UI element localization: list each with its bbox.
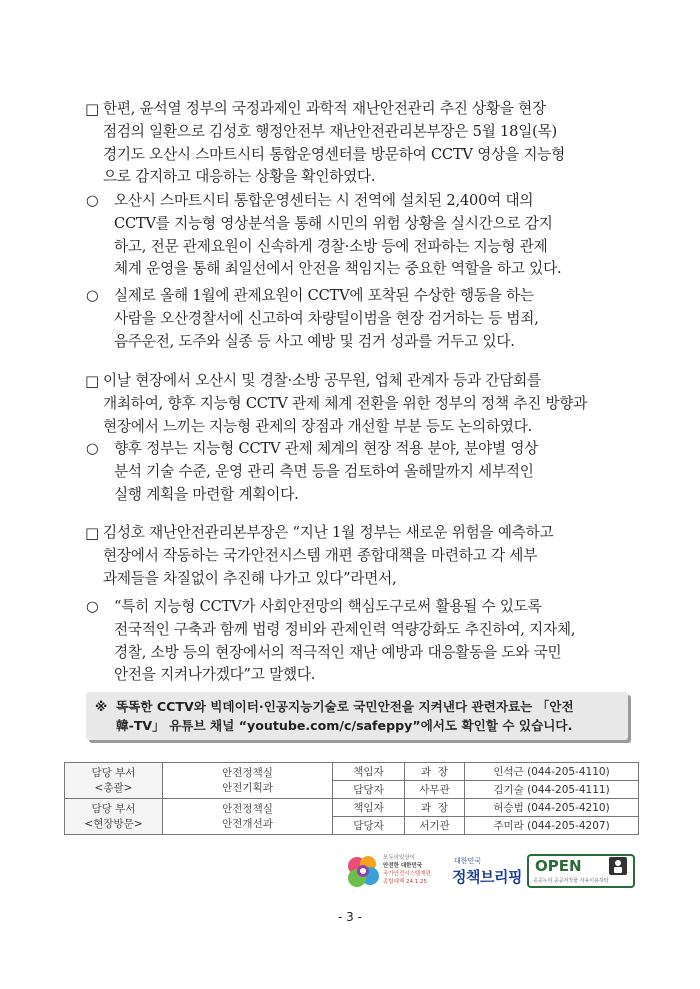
table-row (65, 763, 639, 781)
paragraph-6 (85, 522, 663, 590)
person-cell: 김기술 (044-205-4111) (465, 781, 639, 799)
flower-emblem-icon (343, 850, 383, 894)
policy-briefing-logo (452, 850, 532, 896)
role-cell: 담당자 (333, 781, 405, 799)
text-line: 점검의 일환으로 김성호 행정안전부 재난안전관리본부장은 5월 18일(목) (103, 122, 558, 140)
text-line: 현장에서 느끼는 지능형 관제의 장점과 개선할 부분 등도 논의하였다. (103, 417, 533, 435)
text-line: 개최하여, 향후 지능형 CCTV 관제 체계 전환을 위한 정부의 정책 추진 방향과 (103, 394, 588, 412)
logo-text: 안전한 대한민국 (383, 863, 423, 869)
circle-bullet: ○ (86, 192, 99, 209)
role-cell: 책임자 (333, 763, 405, 781)
circle-bullet: ○ (86, 287, 99, 304)
paragraph-7 (86, 596, 674, 687)
dept-cell (65, 799, 163, 835)
logo-text: 국가안전시스템개편 (383, 871, 431, 877)
office-cell (163, 799, 333, 835)
text-line: “특히 지능형 CCTV가 사회안전망의 핵심도구로써 활용될 수 있도록 (114, 598, 542, 615)
table-row (65, 799, 639, 817)
page-number: - 3 - (338, 910, 362, 924)
text-line: 경찰, 소방 등의 현장에서의 적극적인 재난 예방과 대응활동을 도와 국민 (114, 643, 562, 661)
text-line: 사람을 오산경찰서에 신고하여 차량털이범을 현장 검거하는 등 범죄, (114, 309, 539, 327)
logo-text: 모두의일상이 (383, 855, 415, 861)
person-cell: 허승범 (044-205-4210) (465, 799, 639, 817)
open-license-logo (527, 850, 635, 896)
circle-bullet: ○ (86, 440, 99, 457)
briefing-country-text: 대한민국 (454, 857, 482, 865)
paragraph-3 (86, 285, 674, 353)
text-line: 안전을 지켜나가겠다”고 말했다. (114, 666, 316, 684)
office-cell (163, 763, 333, 799)
attribution-icon (609, 857, 627, 875)
dept-label: 담당 부서 (91, 766, 136, 779)
text-line: 하고, 전문 관제요원이 신속하게 경찰·소방 등에 전파하는 지능형 관제 (114, 237, 548, 255)
text-line: CCTV를 지능형 영상분석을 통해 시민의 위험 상황을 실시간으로 감지 (114, 214, 553, 232)
safety-system-logo (343, 850, 433, 896)
text-line: 실행 계획을 마련할 계획이다. (114, 485, 299, 503)
logo-text: 종합대책 24.1.25 (383, 879, 427, 885)
person-cell: 주미라 (044-205-4207) (465, 817, 639, 835)
paragraph-5 (86, 438, 674, 506)
title-cell: 과 장 (405, 763, 465, 781)
notice-line: 韓-TV」 유튜브 채널 “youtube.com/c/safeppy”에서도 확인할 수 있습니다. (116, 718, 573, 733)
dept-sub-label: <총괄> (94, 781, 133, 794)
title-cell: 사무관 (405, 781, 465, 799)
contact-table (64, 762, 639, 835)
office-team: 안전기획과 (222, 781, 273, 794)
square-bullet: □ (85, 100, 99, 118)
paragraph-2 (86, 190, 674, 281)
text-line: 오산시 스마트시티 통합운영센터는 시 전역에 설치된 2,400여 대의 (114, 192, 534, 209)
text-line: 전국적인 구축과 함께 법령 정비와 관제인력 역량강화도 추진하여, 지자체, (114, 620, 576, 638)
paragraph-4 (85, 370, 663, 438)
text-line: 현장에서 작동하는 국가안전시스템 개편 종합대책을 마련하고 각 세부 (103, 546, 538, 564)
office-team: 안전개선과 (222, 817, 273, 830)
role-cell: 책임자 (333, 799, 405, 817)
text-line: 한편, 윤석열 정부의 국정과제인 과학적 재난안전관리 추진 상황을 현장 (103, 100, 546, 117)
paragraph-1 (85, 98, 663, 189)
person-cell: 인석근 (044-205-4110) (465, 763, 639, 781)
notice-line: 똑똑한 CCTV와 빅데이터·인공지능기술로 국민안전을 지켜낸다 관련자료는 「안전 (116, 699, 574, 714)
title-cell: 과 장 (405, 799, 465, 817)
reference-mark: ※ (95, 699, 108, 714)
dept-label: 담당 부서 (91, 802, 136, 815)
open-license-caption: 공공누리 공공저작물 자유이용허락 (533, 878, 609, 884)
text-line: 음주운전, 도주와 실종 등 사고 예방 및 검거 성과를 거두고 있다. (114, 332, 515, 350)
text-line: 분석 기술 수준, 운영 관리 측면 등을 검토하여 올해말까지 세부적인 (114, 462, 534, 480)
text-line: 체계 운영을 통해 최일선에서 안전을 책임지는 중요한 역할을 하고 있다. (114, 260, 562, 278)
text-line: 으로 감지하고 대응하는 상황을 확인하였다. (103, 168, 376, 186)
briefing-title-text: 정책브리핑 (452, 868, 522, 886)
open-text: OPEN (535, 857, 582, 875)
text-line: 김성호 재난안전관리본부장은 “지난 1월 정부는 새로운 위험을 예측하고 (103, 524, 554, 541)
dept-sub-label: <현장방문> (84, 817, 143, 830)
circle-bullet: ○ (86, 598, 99, 615)
office-division: 안전정책실 (222, 802, 273, 815)
text-line: 경기도 오산시 스마트시티 통합운영센터를 방문하여 CCTV 영상을 지능형 (103, 145, 566, 163)
text-line: 과제들을 차질없이 추진해 나가고 있다”라면서, (103, 569, 397, 587)
role-cell: 담당자 (333, 817, 405, 835)
text-line: 향후 정부는 지능형 CCTV 관제 체계의 현장 적용 분야, 분야별 영상 (114, 440, 539, 457)
square-bullet: □ (85, 524, 99, 542)
office-division: 안전정책실 (222, 766, 273, 779)
square-bullet: □ (85, 372, 99, 390)
notice-box (86, 692, 628, 740)
text-line: 이날 현장에서 오산시 및 경찰·소방 공무원, 업체 관계자 등과 간담회를 (103, 372, 541, 389)
text-line: 실제로 올해 1월에 관제요원이 CCTV에 포착된 수상한 행동을 하는 (114, 287, 534, 304)
dept-cell (65, 763, 163, 799)
title-cell: 서기관 (405, 817, 465, 835)
